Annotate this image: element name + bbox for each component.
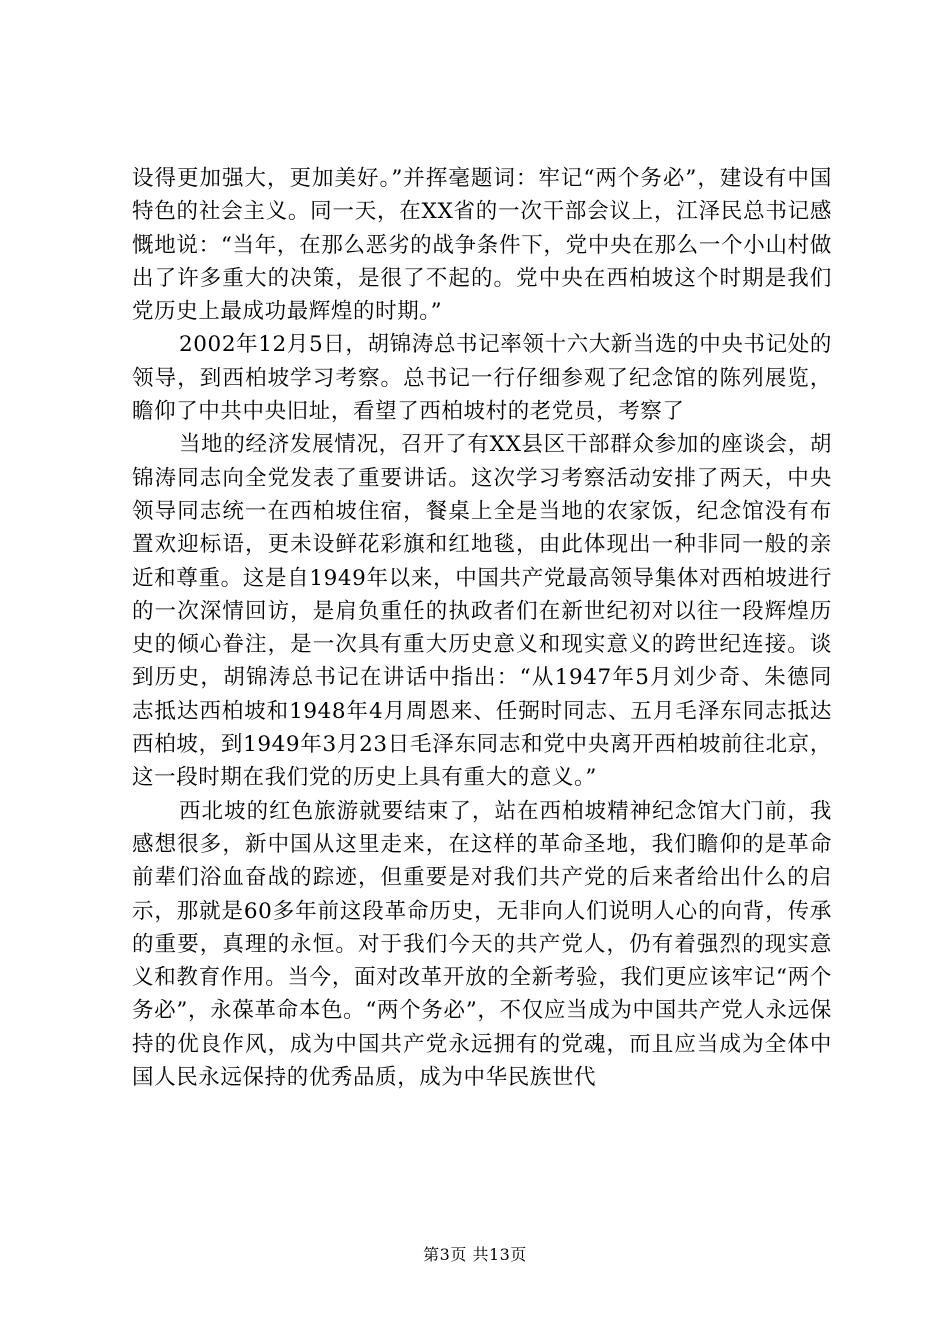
paragraph-1: 设得更加强大，更加美好。”并挥毫题词：牢记“两个务必”，建设有中国特色的社会主义。同一天，在XX省的一次干部会议上，江泽民总书记感慨地说：“当年，在那么恶劣的战争条件下，党中央在那么一个小山村做出了许多重大的决策，是很了不起的。党中央在西柏坡这个时期是我们党历史上最成功最辉煌的时期。” [132, 166, 832, 325]
document-body [132, 162, 832, 1094]
paragraph-4: 西北坡的红色旅游就要结束了，站在西柏坡精神纪念馆大门前，我感想很多，新中国从这里走来，在这样的革命圣地，我们瞻仰的是革命前辈们浴血奋战的踪迹，但重要是对我们共产党的后来者给出什么的启示，那就是60多年前这段革命历史，无非向人们说明人心的向背，传承的重要，真理的永恒。对于我们今天的共产党人，仍有着强烈的现实意义和教育作用。当今，面对改革开放的全新考验，我们更应该牢记“两个务必”，永葆革命本色。“两个务必”，不仅应当成为中国共产党人永远保持的优良作风，成为中国共产党永远拥有的党魂，而且应当成为全体中国人民永远保持的优秀品质，成为中华民族世代 [132, 798, 832, 1091]
page-number-footer: 第3页 共13页 [423, 1245, 527, 1264]
paragraph-2: 2002年12月5日，胡锦涛总书记率领十六大新当选的中央书记处的领导，到西柏坡学习考察。总书记一行仔细参观了纪念馆的陈列展览，瞻仰了中共中央旧址，看望了西柏坡村的老党员，考察了 [132, 332, 832, 425]
paragraph-3: 当地的经济发展情况，召开了有XX县区干部群众参加的座谈会，胡锦涛同志向全党发表了重要讲话。这次学习考察活动安排了两天，中央领导同志统一在西柏坡住宿，餐桌上全是当地的农家饭，纪念馆没有布置欢迎标语，更未设鲜花彩旗和红地毯，由此体现出一种非同一般的亲近和尊重。这是自1949年以来，中国共产党最高领导集体对西柏坡进行的一次深情回访，是肩负重任的执政者们在新世纪初对以往一段辉煌历史的倾心眷注，是一次具有重大历史意义和现实意义的跨世纪连接。谈到历史，胡锦涛总书记在讲话中指出：“从1947年5月刘少奇、朱德同志抵达西柏坡和1948年4月周恩来、任弼时同志、五月毛泽东同志抵达西柏坡，到1949年3月23日毛泽东同志和党中央离开西柏坡前往北京，这一段时期在我们党的历史上具有重大的意义。” [132, 432, 832, 791]
